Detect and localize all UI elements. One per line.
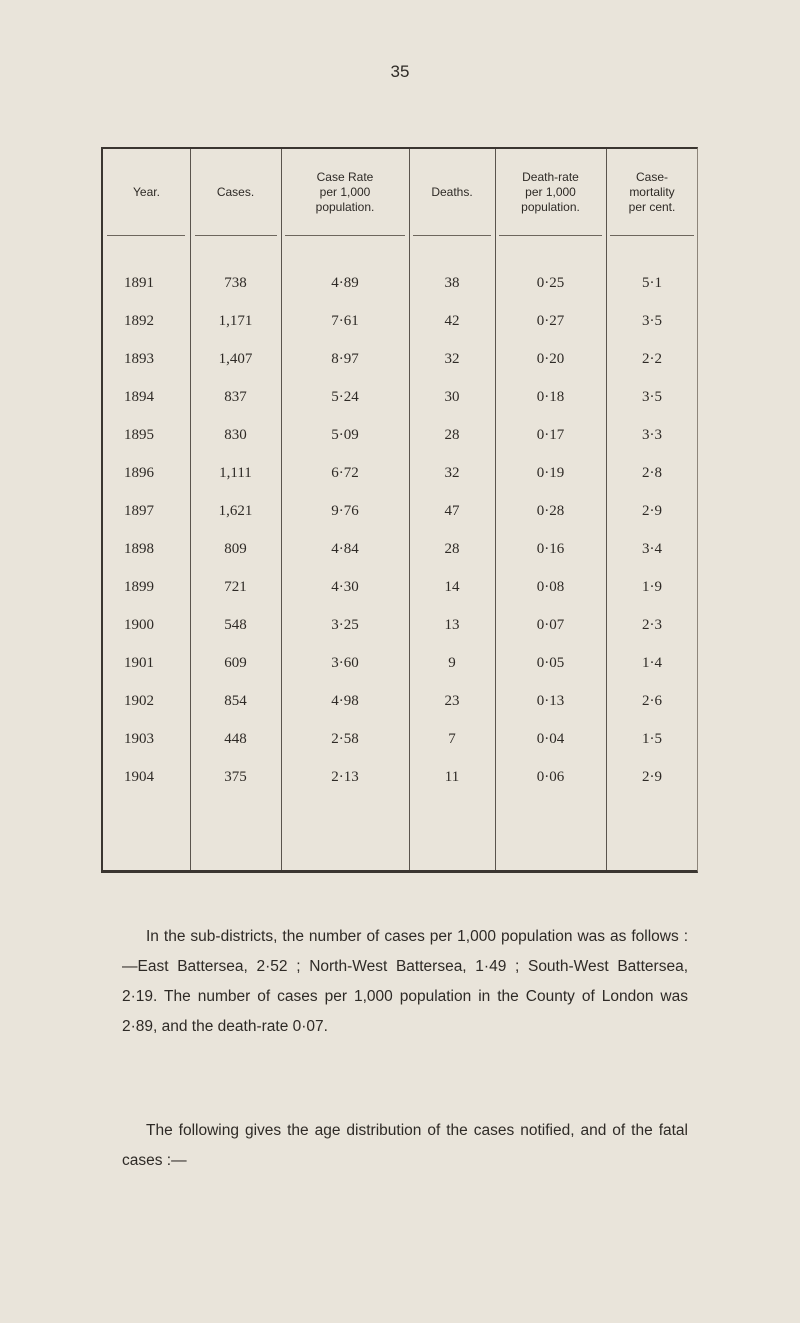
cell-case-rate: 5·09 (331, 427, 359, 443)
cell-case-mortality: 1·9 (642, 579, 662, 595)
cell-cases: 375 (224, 769, 247, 785)
cell-deaths: 23 (444, 693, 460, 709)
cell-case-rate: 3·60 (331, 655, 359, 671)
cell-deaths: 32 (444, 465, 460, 481)
table-row (103, 530, 698, 568)
cell-case-rate: 4·30 (331, 579, 359, 595)
cell-cases: 854 (224, 693, 247, 709)
table-row (103, 378, 698, 416)
cell-case-mortality: 2·6 (642, 693, 662, 709)
cell-case-mortality: 3·5 (642, 389, 662, 405)
cell-death-rate: 0·20 (536, 351, 565, 367)
cell-case-rate: 9·76 (331, 503, 359, 519)
cell-case-mortality: 3·4 (642, 541, 662, 557)
cell-death-rate: 0·08 (536, 579, 565, 595)
statistics-table (101, 147, 698, 873)
cell-case-rate: 2·13 (331, 769, 359, 785)
cell-cases: 830 (224, 427, 247, 443)
cell-case-mortality: 2·3 (642, 617, 662, 633)
table-row (103, 416, 698, 454)
cell-year: 1892 (124, 313, 154, 329)
cell-case-mortality: 1·4 (642, 655, 662, 671)
table-row (103, 644, 698, 682)
table-row (103, 720, 698, 758)
cell-case-mortality: 3·3 (642, 427, 662, 443)
cell-case-rate: 5·24 (331, 389, 359, 405)
cell-case-rate: 7·61 (331, 313, 359, 329)
header-cases: Cases. (216, 184, 255, 199)
table-row (103, 492, 698, 530)
header-rule (195, 235, 277, 236)
cell-cases: 1,171 (218, 313, 253, 329)
cell-case-mortality: 2·9 (642, 503, 662, 519)
cell-cases: 548 (224, 617, 247, 633)
cell-year: 1897 (124, 503, 154, 519)
cell-case-rate: 3·25 (331, 617, 359, 633)
header-rule (413, 235, 491, 236)
cell-year: 1903 (124, 731, 154, 747)
page-number: 35 (390, 62, 410, 81)
table-row (103, 340, 698, 378)
cell-deaths: 42 (444, 313, 460, 329)
cell-deaths: 30 (444, 389, 460, 405)
cell-year: 1898 (124, 541, 154, 557)
cell-year: 1895 (124, 427, 154, 443)
header-rule (107, 235, 185, 236)
cell-death-rate: 0·06 (536, 769, 565, 785)
header-case-rate: Case Rate per 1,000 population. (315, 169, 375, 214)
cell-cases: 809 (224, 541, 247, 557)
cell-deaths: 7 (448, 731, 456, 747)
cell-death-rate: 0·17 (536, 427, 565, 443)
cell-death-rate: 0·19 (536, 465, 565, 481)
cell-case-mortality: 2·2 (642, 351, 662, 367)
header-deaths: Deaths. (431, 184, 473, 199)
cell-year: 1894 (124, 389, 154, 405)
table-row (103, 606, 698, 644)
body-paragraph-age-distribution: The following gives the age distribution of the cases notified, and of the fatal cases :— (122, 1121, 688, 1169)
cell-case-mortality: 2·8 (642, 465, 662, 481)
cell-deaths: 9 (448, 655, 456, 671)
cell-deaths: 14 (444, 579, 460, 595)
cell-year: 1893 (124, 351, 154, 367)
cell-death-rate: 0·07 (536, 617, 565, 633)
cell-death-rate: 0·04 (536, 731, 565, 747)
cell-cases: 1,407 (218, 351, 253, 367)
table-row (103, 264, 698, 302)
cell-cases: 837 (224, 389, 247, 405)
table-row (103, 568, 698, 606)
cell-year: 1896 (124, 465, 154, 481)
header-death-rate: Death-rate per 1,000 population. (521, 169, 580, 214)
cell-death-rate: 0·27 (536, 313, 565, 329)
cell-deaths: 28 (444, 541, 460, 557)
table-row (103, 454, 698, 492)
cell-case-rate: 8·97 (331, 351, 359, 367)
header-year: Year. (133, 184, 160, 199)
cell-year: 1891 (124, 275, 154, 291)
cell-cases: 738 (224, 275, 247, 291)
cell-deaths: 11 (444, 769, 460, 785)
cell-case-rate: 4·84 (331, 541, 359, 557)
cell-case-mortality: 1·5 (642, 731, 662, 747)
cell-cases: 448 (224, 731, 247, 747)
cell-death-rate: 0·16 (536, 541, 565, 557)
body-paragraph-subdistricts: In the sub-districts, the number of cases per 1,000 population was as follows :—East Battersea, 2·52 ; North-West Battersea, 1·49 ; South-West Battersea, 2·19. The number of cases per 1,000 population in the County of London was 2·89, and the death-rate 0·07. (122, 927, 688, 1035)
cell-death-rate: 0·13 (536, 693, 565, 709)
cell-cases: 721 (224, 579, 247, 595)
cell-cases: 609 (224, 655, 247, 671)
cell-cases: 1,621 (218, 503, 253, 519)
cell-case-mortality: 2·9 (642, 769, 662, 785)
cell-deaths: 32 (444, 351, 460, 367)
cell-death-rate: 0·18 (536, 389, 565, 405)
cell-year: 1900 (124, 617, 154, 633)
cell-case-rate: 4·89 (331, 275, 359, 291)
cell-deaths: 47 (444, 503, 460, 519)
cell-case-rate: 2·58 (331, 731, 359, 747)
header-case-mortality: Case- mortality per cent. (628, 169, 676, 214)
table-row (103, 302, 698, 340)
header-rule (499, 235, 602, 236)
cell-year: 1902 (124, 693, 154, 709)
cell-year: 1904 (124, 769, 154, 785)
cell-year: 1899 (124, 579, 154, 595)
cell-death-rate: 0·05 (536, 655, 565, 671)
cell-cases: 1,111 (219, 465, 252, 481)
cell-case-rate: 4·98 (331, 693, 359, 709)
table-row (103, 758, 698, 796)
cell-year: 1901 (124, 655, 154, 671)
header-rule (610, 235, 694, 236)
table-row (103, 682, 698, 720)
cell-case-mortality: 3·5 (642, 313, 662, 329)
cell-deaths: 38 (444, 275, 460, 291)
cell-deaths: 13 (444, 617, 460, 633)
cell-case-rate: 6·72 (331, 465, 359, 481)
cell-deaths: 28 (444, 427, 460, 443)
header-rule (285, 235, 405, 236)
cell-death-rate: 0·28 (536, 503, 565, 519)
cell-case-mortality: 5·1 (642, 275, 662, 291)
cell-death-rate: 0·25 (536, 275, 565, 291)
